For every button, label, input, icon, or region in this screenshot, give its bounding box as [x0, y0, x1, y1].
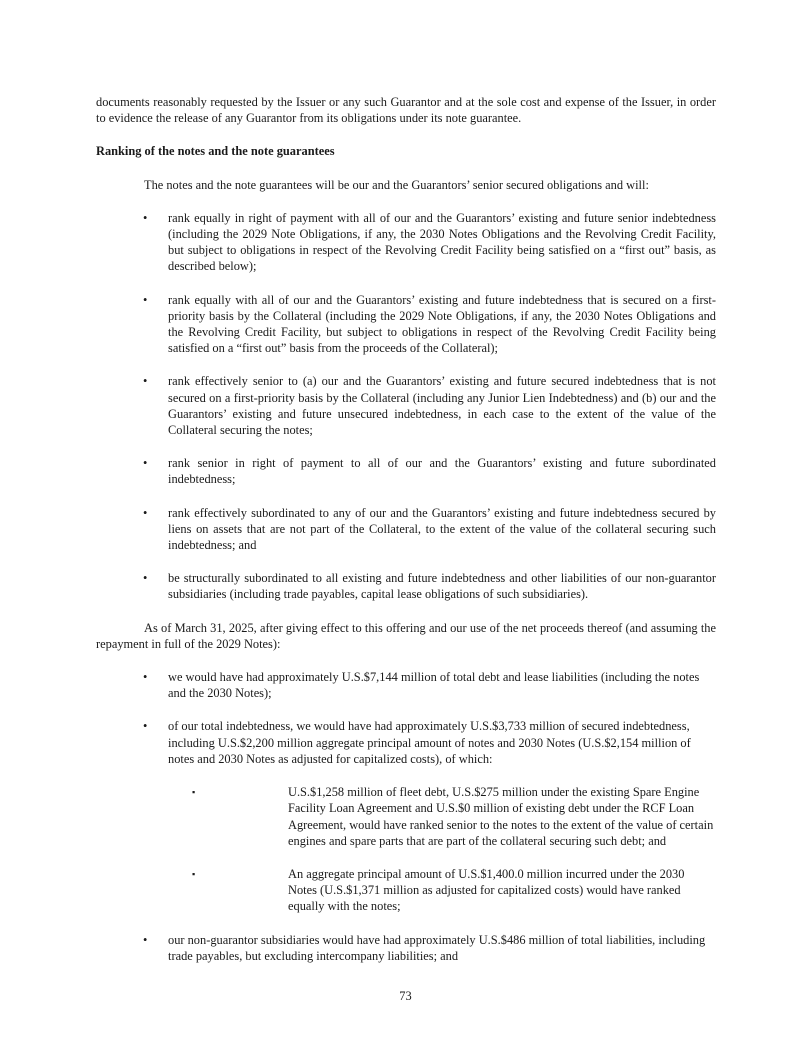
ranking-item-text: be structurally subordinated to all existing and future indebtedness and other liabilities of our non-guarantor subsidiaries (including trade payables, capital lease obligations of such subsidiaries).	[168, 571, 716, 602]
ranking-item-text: rank equally in right of payment with all of our and the Guarantors’ existing and future senior indebtedness (including the 2029 Note Obligations, if any, the 2030 Notes Obligations and the Revolving Credit Facility, but subject to obligations in respect of the Revolving Credit Facility being satisfied on a “first out” basis, as described below);	[168, 210, 716, 274]
square-bullet-icon: ▪	[192, 868, 196, 879]
asof-item-text: of our total indebtedness, we would have had approximately U.S.$3,733 million of secured indebtedness, including U.S.$2,200 million aggregate principal amount of notes and 2030 Notes (U.S.$2,154 million of notes and 2030 Notes as adjusted for capitalized costs), of which:	[168, 719, 691, 766]
page-content	[96, 94, 716, 981]
ranking-item-text: rank equally with all of our and the Guarantors’ existing and future indebtedness that is secured on a first-priority basis by the Collateral (including the 2029 Note Obligations, if any, the 2030 Notes Obligations and the Revolving Credit Facility, but subject to obligations in respect of the Revolving Credit Facility being satisfied on a “first out” basis from the proceeds of the Collateral);	[168, 292, 716, 356]
page-number: 73	[399, 989, 412, 1003]
ranking-list	[96, 210, 716, 603]
ranking-item-text: rank effectively subordinated to any of our and the Guarantors’ existing and future indebtedness secured by liens on assets that are not part of the Collateral, to the extent of the value of the collateral securing such indebtedness; and	[168, 505, 716, 553]
ranking-item-text: rank senior in right of payment to all of our and the Guarantors’ existing and future subordinated indebtedness;	[168, 456, 716, 487]
secured-sub-item-text: An aggregate principal amount of U.S.$1,400.0 million incurred under the 2030 Notes (U.S.$1,371 million as adjusted for capitalized costs) would have ranked equally with the notes;	[288, 866, 685, 914]
asof-item-non-guarantor	[96, 932, 716, 964]
secured-sub-item-text: U.S.$1,258 million of fleet debt, U.S.$275 million under the existing Spare Engine Facility Loan Agreement and U.S.$0 million of existing debt under the RCF Loan Agreement, would have ranked senior to the notes to the extent of the value of certain engines and spare parts that are part of the collateral securing such debt; and	[288, 785, 714, 848]
bullet-icon: •	[143, 210, 148, 225]
asof-item-text: we would have had approximately U.S.$7,144 million of total debt and lease liabilities (including the notes and the 2030 Notes);	[168, 670, 700, 701]
secured-sub-item	[168, 784, 716, 849]
asof-item-secured-debt	[96, 718, 716, 914]
asof-item-text: our non-guarantor subsidiaries would have had approximately U.S.$486 million of total liabilities, including trade payables, but excluding intercompany liabilities; and	[168, 932, 706, 963]
secured-sub-list	[168, 784, 716, 914]
secured-sub-item	[168, 866, 716, 915]
bullet-icon: •	[143, 571, 148, 586]
bullet-icon: •	[143, 670, 148, 685]
asof-list	[96, 669, 716, 964]
ranking-item	[96, 570, 716, 602]
ranking-item	[96, 505, 716, 554]
asof-paragraph: As of March 31, 2025, after giving effect to this offering and our use of the net proceeds thereof (and assuming the repayment in full of the 2029 Notes):	[96, 620, 716, 651]
ranking-item-text: rank effectively senior to (a) our and the Guarantors’ existing and future secured indebtedness that is not secured on a first-priority basis by the Collateral (including any Junior Lien Indebtedness) and (b) our and the Guarantors’ existing and future unsecured indebtedness, in each case to the extent of the value of the Collateral securing the notes;	[168, 374, 716, 438]
section-heading: Ranking of the notes and the note guarantees	[96, 144, 335, 159]
ranking-item	[96, 210, 716, 275]
square-bullet-icon: ▪	[192, 787, 196, 798]
bullet-icon: •	[143, 456, 148, 471]
ranking-item	[96, 373, 716, 438]
bullet-icon: •	[143, 932, 148, 947]
bullet-icon: •	[143, 505, 148, 520]
lead-paragraph: The notes and the note guarantees will be our and the Guarantors’ senior secured obligations and will:	[144, 177, 649, 192]
ranking-item	[96, 455, 716, 487]
bullet-icon: •	[143, 719, 148, 734]
asof-item-total-debt	[96, 669, 716, 701]
ranking-item	[96, 292, 716, 357]
bullet-icon: •	[143, 374, 148, 389]
intro-paragraph: documents reasonably requested by the Issuer or any such Guarantor and at the sole cost and expense of the Issuer, in order to evidence the release of any Guarantor from its obligations under its note guarantee.	[96, 95, 716, 126]
bullet-icon: •	[143, 292, 148, 307]
